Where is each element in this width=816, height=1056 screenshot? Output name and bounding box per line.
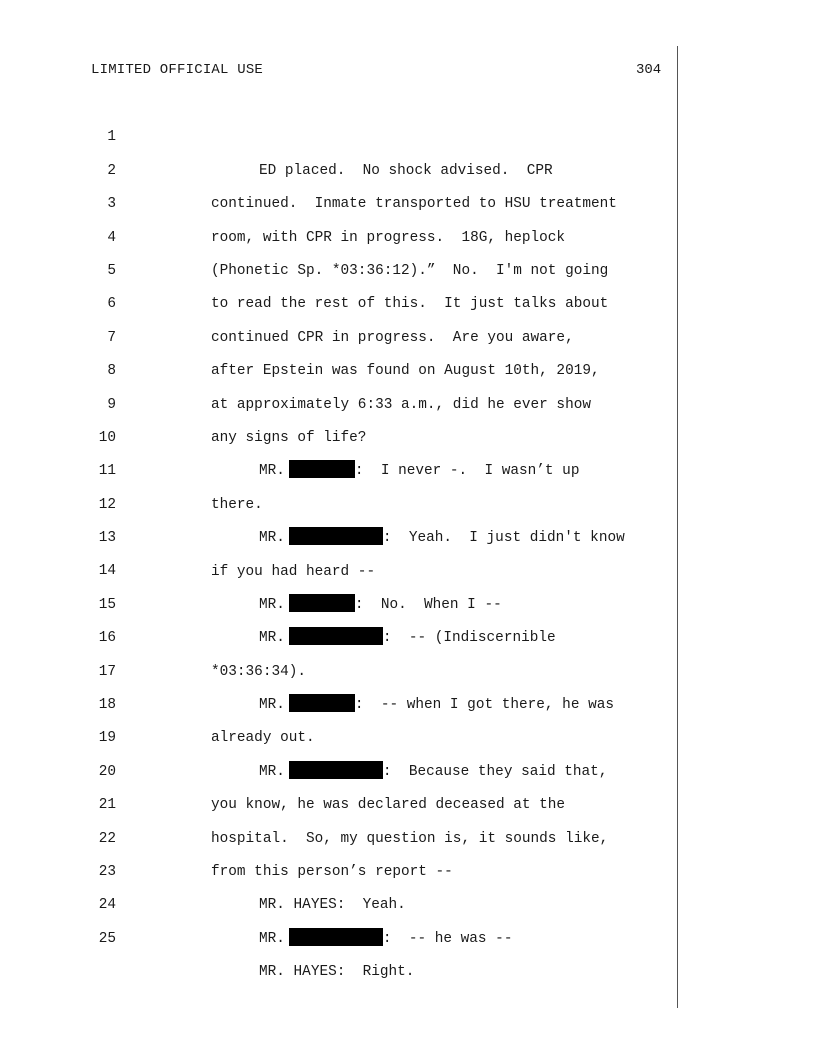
line-text: : -- (Indiscernible [382,630,556,647]
line-text: : Because they said that, [382,763,608,780]
line-number: 17 [98,663,116,680]
line-number: 15 [98,596,116,613]
line-number: 8 [107,363,116,380]
line-text: : I never -. I wasn’t up [354,463,580,480]
speaker-prefix: MR. [259,930,285,947]
line-number: 14 [98,563,116,580]
line-number: 21 [98,797,116,814]
line-text: ED placed. No shock advised. CPR [259,162,553,179]
line-number: 5 [107,262,116,279]
line-number: 9 [107,396,116,413]
transcript-lines [0,88,816,981]
line-text: there. [211,496,263,513]
line-text: *03:36:34). [211,663,306,680]
line-text: MR. HAYES: Yeah. [259,897,406,914]
line-number: 18 [98,697,116,714]
line-text: already out. [211,730,315,747]
transcript-line-1 [0,88,816,179]
line-text: MR. HAYES: Right. [259,964,415,981]
speaker-prefix: MR. [259,530,285,547]
line-text: you know, he was declared deceased at the [211,797,566,814]
speaker-prefix: MR. [259,697,285,714]
line-number: 19 [98,730,116,747]
line-number: 13 [98,530,116,547]
classification-header: LIMITED OFFICIAL USE [91,62,264,78]
line-text: after Epstein was found on August 10th, 2019, [211,363,600,380]
line-number: 23 [98,864,116,880]
line-text: if you had heard -- [211,563,376,580]
line-number: 3 [107,196,116,213]
line-text: : -- he was -- [382,930,513,947]
line-text: (Phonetic Sp. *03:36:12).” No. I'm not going [211,262,609,279]
line-text: from this person’s report -- [211,864,453,881]
line-number: 6 [107,296,116,313]
line-number: 12 [98,496,116,513]
speaker-prefix: MR. [259,463,285,480]
line-number: 1 [107,129,116,146]
line-number: 16 [98,630,116,647]
line-text: at approximately 6:33 a.m., did he ever show [211,396,591,413]
line-text: room, with CPR in progress. 18G, heplock [211,229,566,246]
speaker-prefix: MR. [259,630,285,647]
line-text: : -- when I got there, he was [354,697,614,714]
redaction-block [289,928,383,946]
line-text: to read the rest of this. It just talks about [211,296,609,313]
page-number: 304 [636,62,662,78]
line-number: 7 [107,329,116,346]
line-number: 4 [107,229,116,246]
speaker-prefix: MR. [259,596,285,613]
line-text: continued CPR in progress. Are you aware, [211,329,574,346]
line-number: 20 [98,763,116,780]
speaker-line [259,923,512,956]
line-text: : No. When I -- [354,596,502,613]
line-number: 11 [98,463,116,480]
speaker-prefix: MR. [259,763,285,780]
line-text: hospital. So, my question is, it sounds like, [211,830,609,847]
line-text: : Yeah. I just didn't know [382,530,625,547]
line-number: 22 [98,830,116,847]
line-number: 24 [98,897,116,914]
line-number: 10 [98,429,116,446]
line-text: continued. Inmate transported to HSU treatment [211,196,617,213]
line-text: any signs of life? [211,429,367,446]
line-number: 25 [98,930,116,947]
line-number: 2 [107,162,116,179]
